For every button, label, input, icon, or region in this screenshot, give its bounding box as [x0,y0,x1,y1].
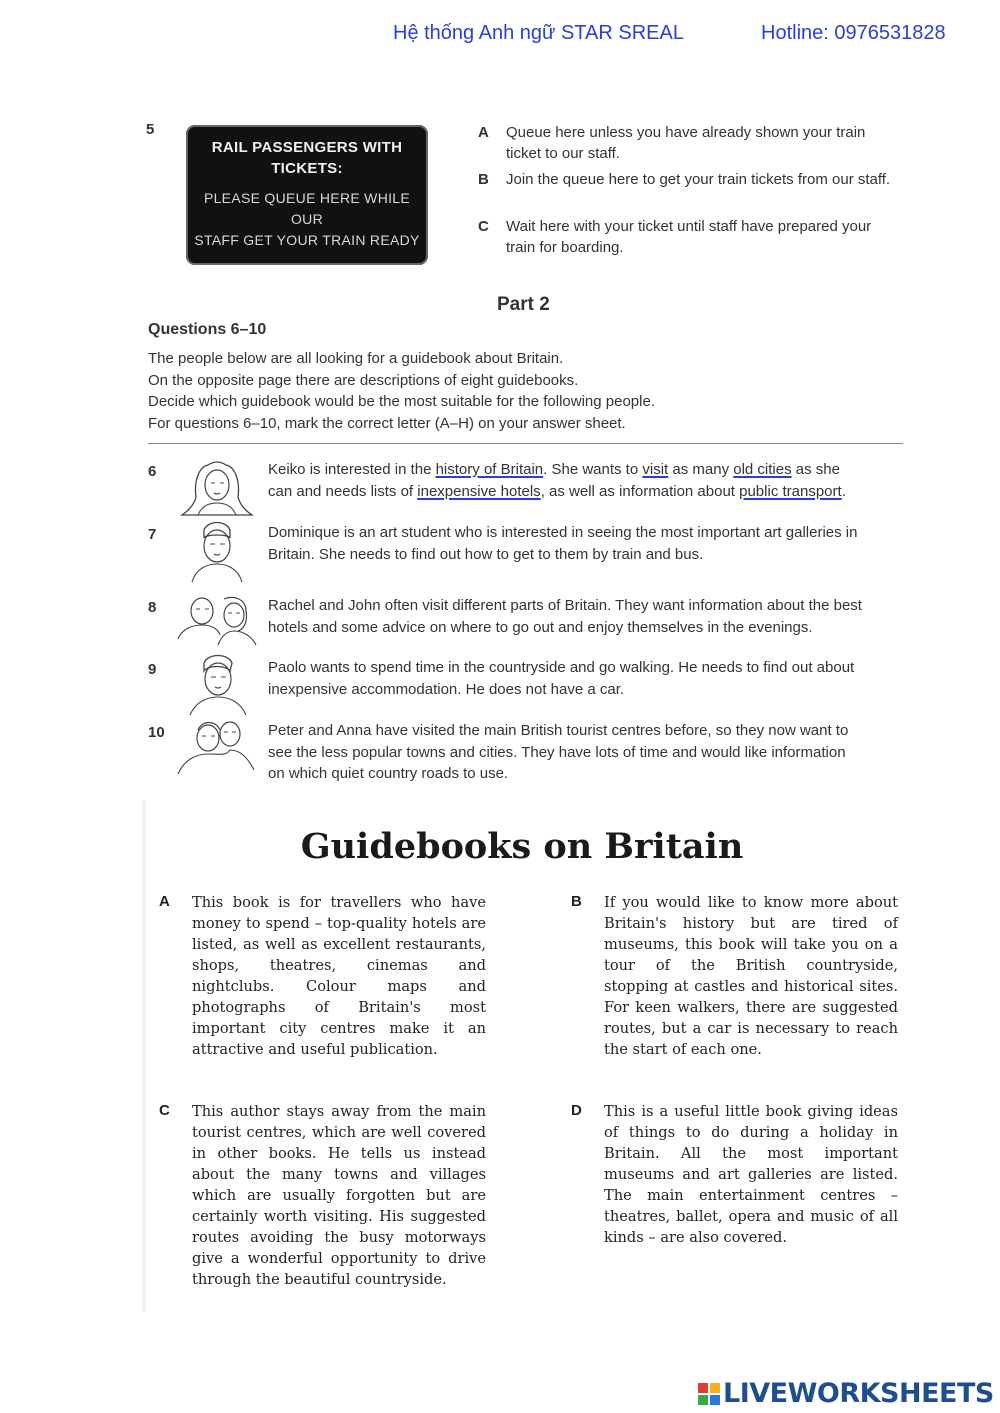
description-line: Britain. She needs to find out how to get to them by train and bus. [268,545,704,563]
description-line: on which quiet country roads to use. [268,765,509,782]
person-description [268,522,908,565]
instruction-line: For questions 6–10, mark the correct letter (A–H) on your answer sheet. [148,414,626,432]
description-line [268,459,908,481]
option-b[interactable] [478,169,898,190]
person-number: 8 [148,599,157,616]
person-number: 9 [148,661,157,678]
book-letter: C [159,1102,170,1119]
option-letter: C [478,218,489,235]
instructions [148,348,768,434]
school-name: Hệ thống Anh ngữ STAR SREAL [393,22,684,44]
rail-sign [186,125,428,265]
book-description: This is a useful little book giving ideas of things to do during a holiday in Britain. All the most important museums and art galleries are listed. The main entertainment centres – theatres, ballet, opera and music of all kinds – are also covered. [604,1103,898,1246]
sign-body-line: PLEASE QUEUE HERE WHILE OUR [203,190,411,227]
book-letter: A [159,893,170,910]
person-number: 10 [148,724,165,741]
option-text: Queue here unless you have already shown your train ticket to our staff. [506,124,866,162]
person-number: 6 [148,463,157,480]
person-description [268,657,908,700]
text-segment: . She wants to [543,461,643,478]
sign-title-line: TICKETS: [271,160,343,177]
liveworksheets-logo-icon [697,1382,721,1406]
option-letter: A [478,124,489,141]
questions-label: Questions 6–10 [148,321,267,338]
liveworksheets-brand[interactable] [697,1378,997,1410]
person-9 [148,657,908,717]
description-line: Dominique is an art student who is interested in seeing the most important art galleries in [268,524,858,541]
option-c[interactable] [478,216,898,258]
question-5-number: 5 [146,121,155,138]
older-couple-portrait-icon [168,714,266,782]
person-6 [148,459,908,519]
description-line: Paolo wants to spend time in the countryside and go walking. He needs to find out about [268,659,855,676]
person-number: 7 [148,526,157,543]
woman-portrait-icon [168,453,266,521]
text-segment: , as well as information about [540,482,740,500]
instruction-line: The people below are all looking for a guidebook about Britain. [148,350,564,367]
person-description [268,595,908,638]
instruction-line: On the opposite page there are descriptions of eight guidebooks. [148,371,579,389]
man-portrait-icon [168,516,266,584]
underlined-phrase: history of Britain [435,461,544,478]
underlined-phrase: public transport [739,482,842,500]
person-description [268,720,908,785]
book-description: This book is for travellers who have money to spend – top-quality hotels are listed, as well as excellent restaurants, shops, theatres, cinemas and nightclubs. Colour maps and photographs of Britain's most important city centres make it an attractive and useful publication. [192,894,486,1058]
hotline-text: Hotline: 0976531828 [761,22,946,44]
option-text: Join the queue here to get your train tickets from our staff. [506,171,891,188]
part-title: Part 2 [497,294,550,315]
brand-name: LIVEWORKSHEETS [723,1378,994,1409]
sign-title-line: RAIL PASSENGERS WITH [211,139,403,156]
option-text: Wait here with your ticket until staff have prepared your train for boarding. [506,218,872,256]
divider [148,443,903,444]
text-segment: . [841,482,846,500]
text-segment: as many [668,461,734,478]
person-description [268,459,908,502]
page-header [0,22,1000,52]
text-segment: can and needs lists of [268,482,418,500]
sign-body [186,188,428,251]
description-line: see the less popular towns and cities. They have lots of time and would like information [268,743,846,761]
person-7 [148,522,908,582]
person-8 [148,595,908,655]
sign-title [186,137,428,179]
book-letter: B [571,893,582,910]
description-line [268,481,908,503]
text-segment: as she [791,461,840,478]
sign-body-line: STAFF GET YOUR TRAIN READY [194,232,420,248]
person-10 [148,720,908,780]
underlined-phrase: old cities [733,461,792,478]
instruction-line: Decide which guidebook would be the most suitable for the following people. [148,393,655,410]
option-letter: B [478,171,489,188]
underlined-phrase: inexpensive hotels [417,482,541,500]
description-line: Rachel and John often visit different parts of Britain. They want information about the best [268,597,862,614]
young-man-portrait-icon [168,651,266,719]
book-description: This author stays away from the main tourist centres, which are well covered in other books. He tells us instead about the many towns and villages which are usually forgotten but are certainly worth visiting. His suggested routes avoiding the busy motorways give a wonderful opportunity to drive through the beautiful countryside. [192,1103,486,1288]
book-description: If you would like to know more about Britain's history but are tired of museums, this book will take you on a tour of the British countryside, stopping at castles and historical sites. For keen walkers, there are suggested routes, but a car is necessary to reach the start of each one. [604,894,898,1058]
book-letter: D [571,1102,582,1119]
couple-portrait-icon [168,589,266,657]
option-a[interactable] [478,122,898,164]
guidebooks-title: Guidebooks on Britain [300,826,744,867]
underlined-phrase: visit [642,461,669,478]
description-line: Peter and Anna have visited the main British tourist centres before, so they now want to [268,722,849,739]
description-line: hotels and some advice on where to go out and enjoy themselves in the evenings. [268,618,813,636]
text-segment: Keiko is interested in the [268,461,436,478]
description-line: inexpensive accommodation. He does not have a car. [268,680,625,698]
